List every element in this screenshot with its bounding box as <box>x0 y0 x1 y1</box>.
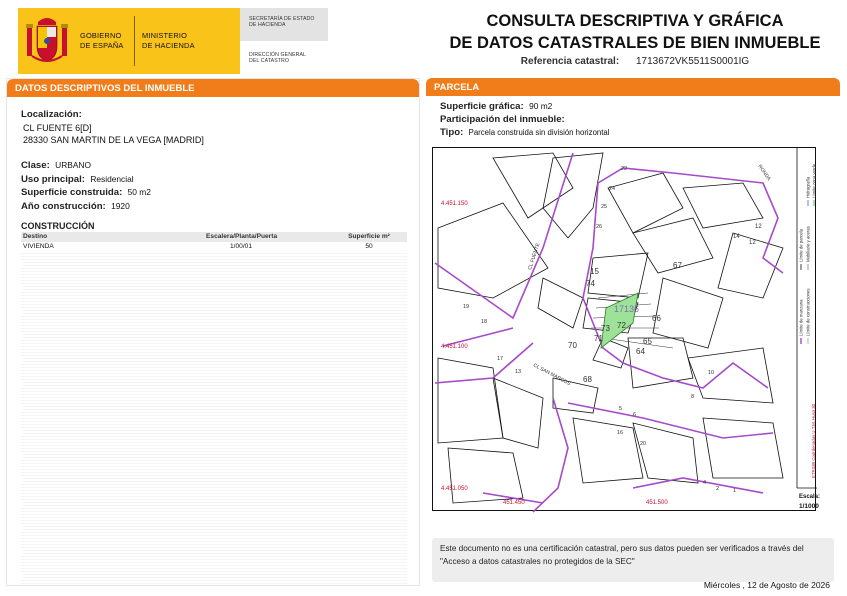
anio-value: 1920 <box>111 200 130 211</box>
block-number: 8 <box>691 394 695 400</box>
parcel-number: 72 <box>617 321 626 330</box>
ref-label: Referencia catastral: <box>520 56 620 67</box>
cadastral-map[interactable] <box>432 147 821 511</box>
sup-grafica-value: 90 m2 <box>529 101 553 111</box>
participacion-row <box>440 113 609 126</box>
clase-row <box>21 159 151 173</box>
cell-escalera: 1/00/01 <box>230 243 252 250</box>
anio-row <box>21 200 151 214</box>
coord-note: ETRS89 Coordenadas U.T.M. Huso 30 <box>811 403 816 478</box>
tipo-row <box>440 126 609 139</box>
parcel-number: 73 <box>601 324 610 333</box>
block-number: 16 <box>617 430 624 436</box>
block-number: 6 <box>633 412 637 418</box>
issue-date: Miércoles , 12 de Agosto de 2026 <box>703 580 830 590</box>
descriptive-data-panel <box>6 78 420 586</box>
scale-label: Escala: <box>799 494 821 500</box>
block-number: 26 <box>596 224 603 230</box>
address-line-1: CL FUENTE 6[D] <box>23 122 92 133</box>
parcela-info-block <box>440 100 609 139</box>
parcel-number: 14 <box>733 234 740 240</box>
participacion-label: Participación del inmueble: <box>440 114 565 125</box>
block-number: 18 <box>481 319 488 325</box>
coord-label-4: 451.450 <box>503 500 525 506</box>
secretaria-text <box>249 16 315 29</box>
uso-value: Residencial <box>90 173 134 184</box>
direccion-line-2: DEL CATASTRO <box>249 58 290 65</box>
ref-value: 1713672VK5511S0001IG <box>635 56 750 67</box>
parcel-number: 12 <box>755 224 762 230</box>
ministerio-line-2: DE HACIENDA <box>142 40 195 50</box>
localizacion-label: Localización: <box>21 109 82 120</box>
block-number: 19 <box>463 304 470 310</box>
direccion-line-1: DIRECCIÓN GENERAL <box>249 52 307 58</box>
block-number: 5 <box>619 406 623 412</box>
parcel-number: 74 <box>586 279 595 288</box>
ministerio-line-1: MINISTERIO <box>142 31 188 40</box>
table-header-row <box>21 232 407 242</box>
parcel-number: 64 <box>636 347 645 356</box>
legend-construcciones <box>806 288 811 344</box>
legend-parcela <box>799 228 804 270</box>
legend-construcciones-label: Límite de construcciones <box>805 288 811 336</box>
uso-row <box>21 173 151 187</box>
block-number: 1 <box>733 488 737 494</box>
coord-label-3: 4.451.050 <box>441 486 468 492</box>
disclaimer-notice: Este documento no es una certificación catastral, pero sus datos pueden ser verificados a través del "Acceso a datos catastrales no protegidos de la SEC" <box>432 538 834 582</box>
street-label-ronda: RONDA <box>756 163 772 182</box>
parcel-number: 12 <box>749 240 756 246</box>
parcel-number: 66 <box>652 314 661 323</box>
parcel-number: 67 <box>673 261 682 270</box>
block-number: 25 <box>601 204 608 210</box>
legend-zona-verde <box>812 163 817 206</box>
construccion-table <box>21 232 407 584</box>
superficie-row <box>21 186 151 200</box>
block-number: 10 <box>708 370 715 376</box>
legend-mobiliario <box>806 226 811 270</box>
map-canvas <box>433 148 821 512</box>
block-number: 2 <box>716 486 720 492</box>
title-line-1: CONSULTA DESCRIPTIVA Y GRÁFICA <box>486 12 784 30</box>
ministerio-text <box>142 31 195 50</box>
scale-value: 1/1000 <box>799 503 819 510</box>
tipo-label: Tipo: <box>440 127 464 138</box>
coat-of-arms-icon <box>24 14 70 68</box>
block-number: 22 <box>621 166 628 172</box>
gobierno-line-1: GOBIERNO <box>80 31 122 40</box>
table-row <box>21 242 407 252</box>
referencia-catastral <box>440 56 830 67</box>
cell-superficie: 50 <box>365 243 373 250</box>
street-label-fuente: CL FUENTE <box>527 242 542 271</box>
secretaria-line-1: SECRETARÍA DE ESTADO <box>249 16 315 22</box>
legend-mobiliario-label: Mobiliario y aceras <box>805 226 811 262</box>
cell-destino: VIVIENDA <box>23 243 54 250</box>
address-line-2: 28330 SAN MARTIN DE LA VEGA [MADRID] <box>23 135 204 146</box>
direccion-text <box>249 52 306 65</box>
tipo-value: Parcela construida sin división horizontal <box>468 128 610 137</box>
localizacion-block <box>21 109 204 147</box>
parcel-number: 71 <box>594 334 603 343</box>
superficie-value: 50 m2 <box>127 187 151 198</box>
coord-label-5: 451.500 <box>646 500 668 506</box>
legend-manzana-label: Límite de manzana <box>798 299 804 336</box>
superficie-label: Superficie construida: <box>21 187 123 199</box>
legend-hidrografia <box>806 176 811 206</box>
gobierno-line-2: DE ESPAÑA <box>80 40 124 50</box>
clase-label: Clase: <box>21 160 50 171</box>
uso-label: Uso principal: <box>21 173 85 185</box>
parcel-number: 68 <box>583 375 592 384</box>
panel-header-parcela: PARCELA <box>426 78 840 96</box>
col-header-escalera: Escalera/Planta/Puerta <box>206 233 278 240</box>
sup-grafica-label: Superficie gráfica: <box>440 101 524 112</box>
government-logo <box>18 8 240 74</box>
parcel-number: 15 <box>590 267 599 276</box>
block-number: 13 <box>515 369 522 375</box>
parcela-panel <box>426 78 840 596</box>
street-label-san-marcos: CL SAN MARCOS <box>532 362 572 388</box>
legend-hidrografia-label: Hidrografía <box>805 176 811 198</box>
parcel-reference-number: 17136 <box>614 304 640 314</box>
legend-parcela-label: Límite de parcela <box>798 229 804 262</box>
block-number: 20 <box>640 441 647 447</box>
block-number: 4 <box>703 480 707 486</box>
gobierno-text <box>80 31 124 50</box>
clase-value: URBANO <box>55 160 91 170</box>
attributes-block <box>21 159 151 213</box>
panel-header-descriptive: DATOS DESCRIPTIVOS DEL INMUEBLE <box>7 79 419 97</box>
page-title <box>440 10 830 54</box>
sup-grafica-row <box>440 100 609 113</box>
coord-label-2: 4.451.100 <box>441 344 468 350</box>
construccion-title: CONSTRUCCIÓN <box>21 221 95 231</box>
parcel-number: 70 <box>568 341 577 350</box>
legend-manzana <box>799 299 804 344</box>
title-line-2: DE DATOS CATASTRALES DE BIEN INMUEBLE <box>449 34 821 52</box>
coord-label-1: 4.451.150 <box>441 201 468 207</box>
secretaria-line-2: DE HACIENDA <box>249 22 286 29</box>
col-header-superficie: Superficie m² <box>348 233 390 240</box>
block-number: 17 <box>497 356 504 362</box>
block-number: 24 <box>609 186 616 192</box>
logo-divider <box>134 16 135 66</box>
legend-zona-verde-label: Límite zona verde <box>811 163 817 198</box>
parcel-number: 65 <box>643 337 652 346</box>
col-header-destino: Destino <box>23 233 48 240</box>
anio-label: Año construcción: <box>21 200 106 212</box>
